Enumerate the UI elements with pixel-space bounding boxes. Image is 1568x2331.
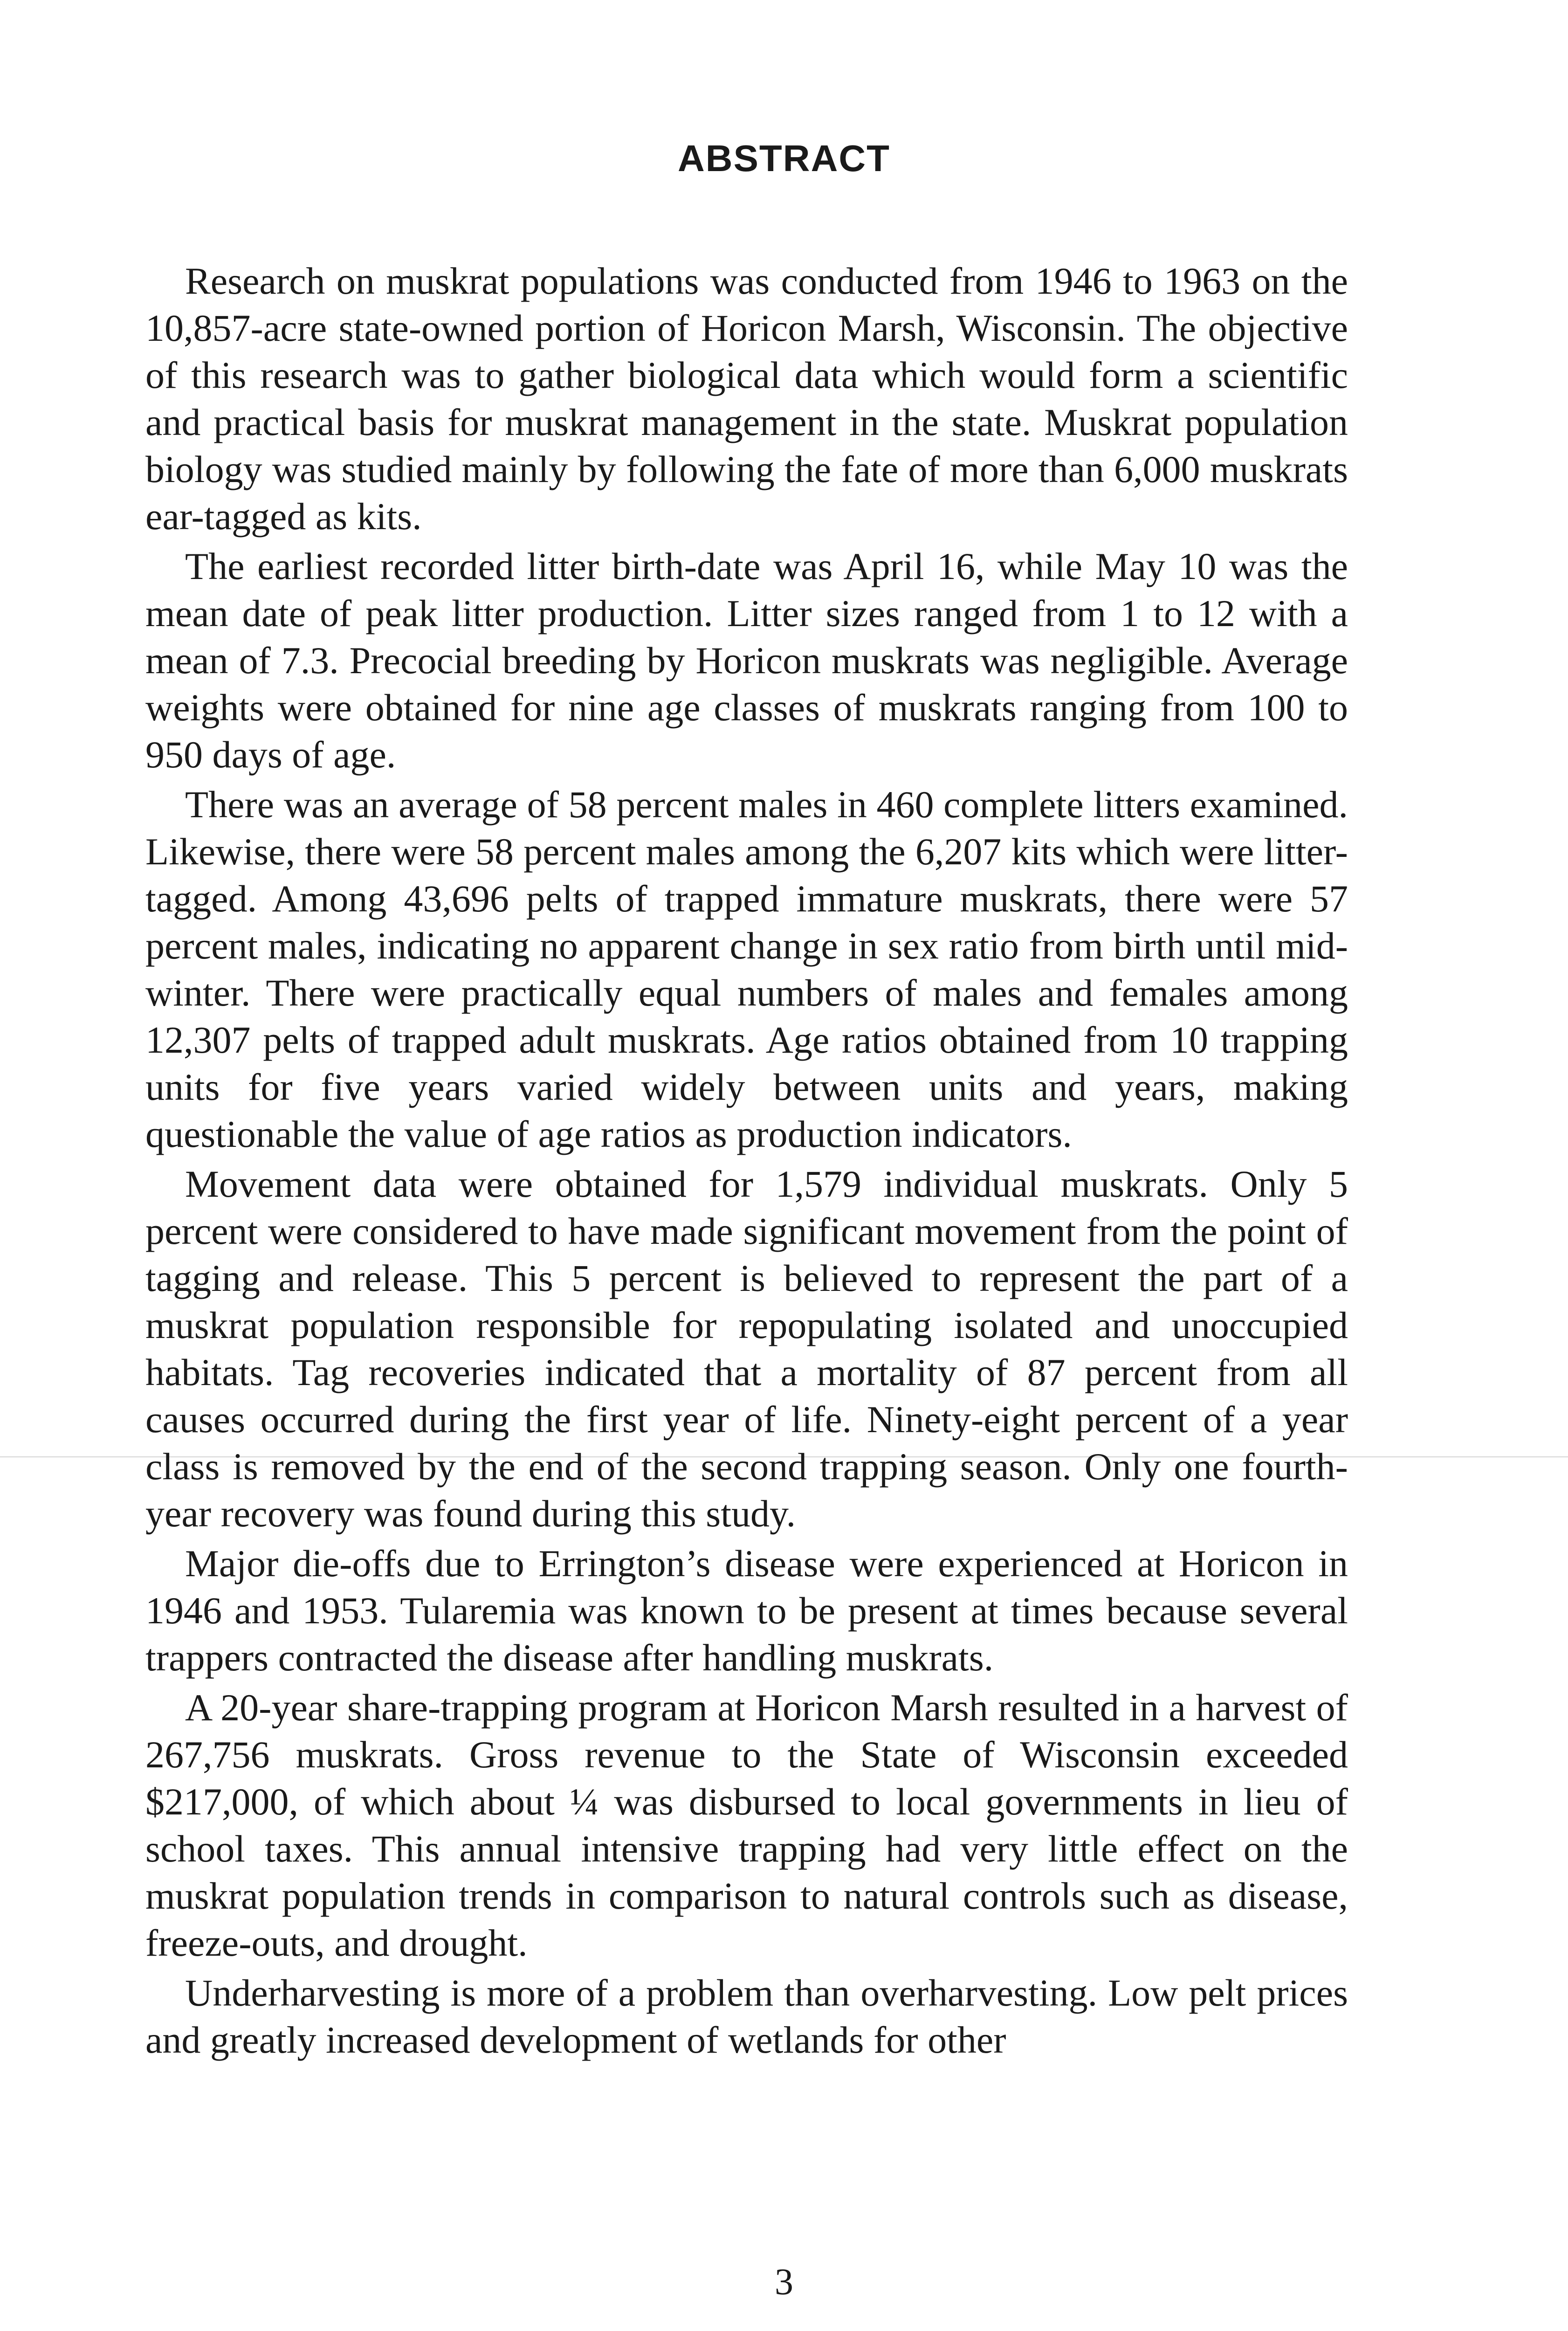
paragraph-underharvesting: Underharvesting is more of a problem than overharvesting. Low pelt prices and greatly increased development of wetlands for other	[145, 1972, 1348, 2061]
paragraph-litter-data: The earliest recorded litter birth-date was April 16, while May 10 was the mean date of peak litter production. Litter sizes ranged from 1 to 12 with a mean of 7.3. Precocial breeding by Horicon muskrats was negligible. Average weights were obtained for nine age classes of muskrats ranging from 100 to 950 days of age.	[145, 545, 1348, 776]
paragraph-movement-mortality: Movement data were obtained for 1,579 individual muskrats. Only 5 percent were considered to have made significant movement from the point of tagging and release. This 5 percent is believed to represent the part of a muskrat population responsible for repopulating isolated and unoccupied habitats. Tag recoveries indicated that a mortality of 87 percent from all causes occurred during the first year of life. Ninety-eight percent of a year class is removed by the end of the second trapping season. Only one fourth-year recovery was found during this study.	[145, 1163, 1348, 1535]
paragraph-sex-age-ratios: There was an average of 58 percent males in 460 complete litters examined. Likewise, there were 58 percent males among the 6,207 kits which were litter-tagged. Among 43,696 pelts of trapped immature muskrats, there were 57 percent males, indicating no apparent change in sex ratio from birth until mid-winter. There were practically equal numbers of males and females among 12,307 pelts of trapped adult muskrats. Age ratios obtained from 10 trapping units for five years varied widely between units and years, making questionable the value of age ratios as production indicators.	[145, 783, 1348, 1155]
paragraph-research-overview: Research on muskrat populations was conducted from 1946 to 1963 on the 10,857-acre state-owned portion of Horicon Marsh, Wisconsin. The objective of this research was to gather biological data which would form a scientific and practical basis for muskrat management in the state. Muskrat population biology was studied mainly by following the fate of more than 6,000 muskrats ear-tagged as kits.	[145, 260, 1348, 538]
paragraph-share-trapping: A 20-year share-trapping program at Horicon Marsh resulted in a harvest of 267,756 muskrats. Gross revenue to the State of Wisconsin exceeded $217,000, of which about ¼ was disbursed to local governments in lieu of school taxes. This annual intensive trapping had very little effect on the muskrat population trends in comparison to natural controls such as disease, freeze-outs, and drought.	[145, 1686, 1348, 1964]
abstract-body	[145, 257, 1348, 2066]
abstract-title: ABSTRACT	[678, 138, 890, 179]
page-number: 3	[775, 2262, 793, 2303]
paragraph-disease: Major die-offs due to Errington’s disease were experienced at Horicon in 1946 and 1953. Tularemia was known to be present at times because several trappers contracted the disease after handling muskrats.	[145, 1542, 1348, 1679]
